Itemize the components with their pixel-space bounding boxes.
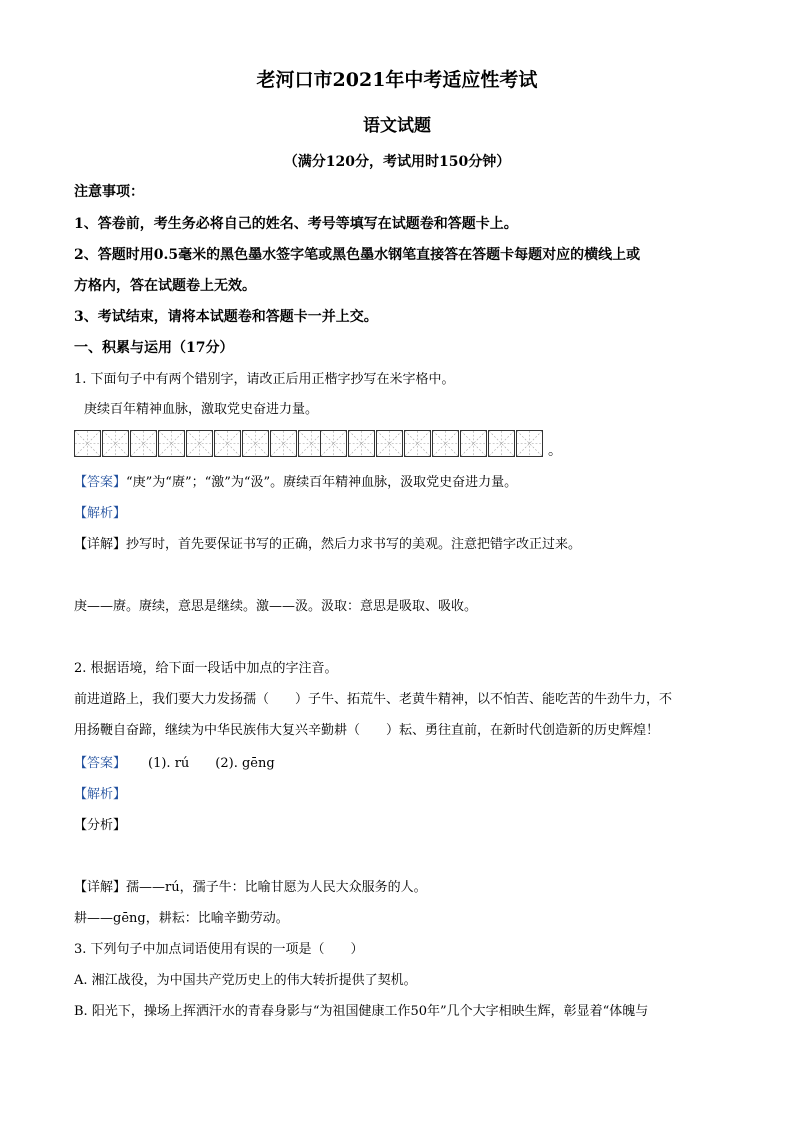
writing-grid-left[interactable] bbox=[74, 430, 326, 457]
q2-detail bbox=[74, 878, 427, 898]
answer-tag: 【答案】 bbox=[74, 756, 127, 771]
grid-cell[interactable] bbox=[404, 430, 431, 457]
q2-fenxi-tag: 【分析】 bbox=[74, 818, 127, 833]
writing-grid-right-cells[interactable] bbox=[320, 430, 544, 457]
q2-detail-2: 耕——gēng，耕耘：比喻辛勤劳动。 bbox=[74, 911, 289, 926]
q2-prompt: 2. 根据语境，给下面一段话中加点的字注音。 bbox=[74, 661, 338, 676]
grid-cell[interactable] bbox=[214, 430, 241, 457]
grid-cell[interactable] bbox=[158, 430, 185, 457]
grid-cell[interactable] bbox=[242, 430, 269, 457]
detail-tag: 【详解】 bbox=[74, 537, 127, 552]
notice-item-2a: 2、答题时用0.5毫米的黑色墨水签字笔或黑色墨水钢笔直接答在答题卡每题对应的横线上或 bbox=[74, 247, 641, 263]
detail-text: 孺——rú，孺子牛：比喻甘愿为人民大众服务的人。 bbox=[126, 880, 427, 895]
q2-passage-b: 用扬鞭自奋蹄，继续为中华民族伟大复兴辛勤耕（ ）耘、勇往直前，在新时代创造新的历史辉煌！ bbox=[74, 723, 660, 738]
grid-cell[interactable] bbox=[376, 430, 403, 457]
q1-answer bbox=[74, 473, 517, 493]
grid-terminator: 。 bbox=[548, 443, 562, 459]
q2-passage-a: 前进道路上，我们要大力发扬孺（ ）子牛、拓荒牛、老黄牛精神，以不怕苦、能吃苦的牛劲牛力，不 bbox=[74, 692, 673, 707]
detail-tag: 【详解】 bbox=[74, 880, 127, 895]
exam-subtitle: 语文试题 bbox=[363, 116, 431, 136]
section-heading: 一、积累与运用（17分） bbox=[74, 340, 234, 356]
grid-cell[interactable] bbox=[130, 430, 157, 457]
exam-meta: （满分120分，考试用时150分钟） bbox=[283, 154, 511, 170]
grid-cell[interactable] bbox=[516, 430, 543, 457]
q1-sentence: 庚续百年精神血脉，激取党史奋进力量。 bbox=[84, 402, 319, 417]
grid-cell[interactable] bbox=[348, 430, 375, 457]
q1-detail bbox=[74, 535, 581, 555]
grid-cell[interactable] bbox=[186, 430, 213, 457]
q3-option-b: B. 阳光下，操场上挥洒汗水的青春身影与“为祖国健康工作50年”几个大字相映生辉，彰显着“体魄与 bbox=[74, 1004, 649, 1019]
grid-cell[interactable] bbox=[488, 430, 515, 457]
grid-cell[interactable] bbox=[320, 430, 347, 457]
grid-cell[interactable] bbox=[270, 430, 297, 457]
q3-option-a: A. 湘江战役，为中国共产党历史上的伟大转折提供了契机。 bbox=[74, 973, 417, 988]
grid-cell[interactable] bbox=[460, 430, 487, 457]
notice-item-2b: 方格内，答在试题卷上无效。 bbox=[74, 278, 256, 294]
exam-title: 老河口市2021年中考适应性考试 bbox=[256, 69, 538, 91]
q2-analysis-tag: 【解析】 bbox=[74, 787, 127, 802]
q3-prompt: 3. 下列句子中加点词语使用有误的一项是（ ） bbox=[74, 942, 364, 957]
answer-text: “庚”为“赓”；“激”为“汲”。赓续百年精神血脉，汲取党史奋进力量。 bbox=[126, 475, 518, 490]
notice-item-3: 3、考试结束，请将本试题卷和答题卡一并上交。 bbox=[74, 309, 378, 325]
grid-cell[interactable] bbox=[74, 430, 101, 457]
q1-analysis-tag: 【解析】 bbox=[74, 506, 127, 521]
notice-item-1: 1、答卷前，考生务必将自己的姓名、考号等填写在试题卷和答题卡上。 bbox=[74, 216, 518, 232]
q1-prompt: 1. 下面句子中有两个错别字，请改正后用正楷字抄写在米字格中。 bbox=[74, 372, 455, 387]
grid-cell[interactable] bbox=[432, 430, 459, 457]
answer-tag: 【答案】 bbox=[74, 475, 127, 490]
q1-explain: 庚——赓。赓续，意思是继续。激——汲。汲取：意思是吸取、吸收。 bbox=[74, 599, 478, 614]
detail-text: 抄写时，首先要保证书写的正确，然后力求书写的美观。注意把错字改正过来。 bbox=[126, 537, 582, 552]
answer-text: (1). rú (2). gēng bbox=[148, 756, 275, 771]
grid-cell[interactable] bbox=[102, 430, 129, 457]
notices-heading: 注意事项： bbox=[74, 184, 144, 200]
q2-answer bbox=[74, 754, 275, 774]
